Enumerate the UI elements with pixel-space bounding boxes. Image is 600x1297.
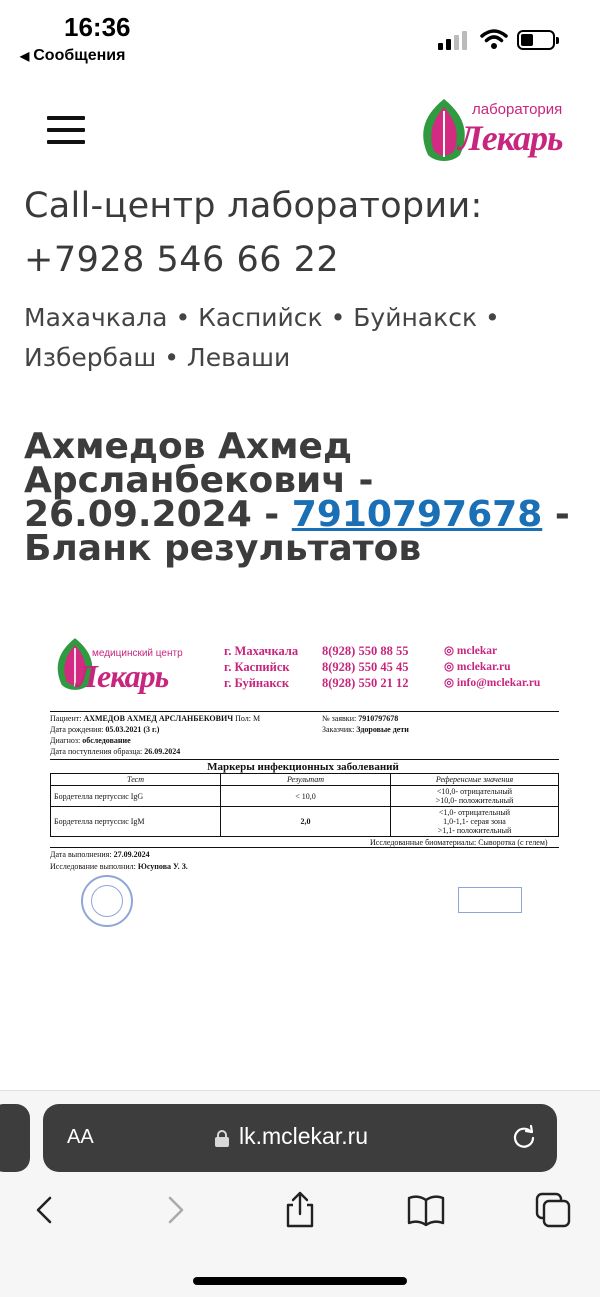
cellular-signal-icon bbox=[438, 30, 470, 50]
reload-icon[interactable] bbox=[511, 1124, 537, 1150]
lock-icon bbox=[215, 1130, 229, 1146]
wifi-icon bbox=[480, 28, 508, 50]
address-bar[interactable] bbox=[43, 1104, 557, 1172]
doc-patient-line: Пациент: АХМЕДОВ АХМЕД АРСЛАНБЕКОВИЧ Пол: М bbox=[50, 714, 261, 723]
test-result: 2,0 bbox=[221, 807, 391, 837]
doc-biomaterial: Исследованные биоматериалы: Сыворотка (с гелем) bbox=[370, 838, 548, 847]
patient-name-date: Ахмедов Ахмед Арсланбекович - 26.09.2024 - bbox=[24, 426, 374, 535]
logo-title: Лекарь bbox=[458, 118, 563, 158]
forward-icon[interactable] bbox=[155, 1190, 195, 1230]
status-time: 16:36 bbox=[64, 12, 131, 42]
column-header: Тест bbox=[51, 774, 221, 786]
share-icon[interactable] bbox=[280, 1190, 320, 1230]
back-label: Сообщения bbox=[33, 47, 126, 64]
round-stamp-icon bbox=[81, 875, 133, 927]
test-name: Бордетелла пертуссис IgG bbox=[51, 786, 221, 807]
doc-results-table bbox=[50, 773, 559, 837]
call-center-phone[interactable]: +7928 546 66 22 bbox=[24, 240, 340, 280]
doc-received-line: Дата поступления образца: 26.09.2024 bbox=[50, 747, 181, 756]
table-row bbox=[51, 807, 559, 837]
call-center-title: Call-центр лаборатории: bbox=[24, 186, 483, 226]
hamburger-icon[interactable] bbox=[47, 116, 85, 144]
result-document[interactable] bbox=[48, 625, 560, 925]
doc-social: ◎ info@mclekar.ru bbox=[444, 677, 541, 689]
rectangular-stamp-icon bbox=[458, 887, 522, 913]
doc-city: г. Каспийск bbox=[224, 660, 290, 674]
doc-city: г. Махачкала bbox=[224, 644, 299, 658]
back-triangle-icon: ◀ bbox=[20, 49, 30, 63]
doc-social: ◎ mclekar bbox=[444, 645, 498, 657]
back-to-messages-button[interactable] bbox=[20, 47, 125, 65]
doc-divider bbox=[50, 759, 559, 760]
doc-performer: Исследование выполнил: Юсупова У. З. bbox=[50, 862, 188, 871]
document-logo bbox=[50, 630, 210, 694]
doc-divider bbox=[50, 847, 559, 848]
doc-customer-line: Заказчик: Здоровые дети bbox=[322, 725, 409, 734]
doc-social: ◎ mclekar.ru bbox=[444, 661, 511, 673]
doc-diagnosis-line: Диагноз: обследование bbox=[50, 736, 131, 745]
doc-table-title: Маркеры инфекционных заболеваний bbox=[207, 761, 399, 773]
doc-birth-line: Дата рождения: 05.03.2021 (3 г.) bbox=[50, 725, 160, 734]
test-reference: <1,0- отрицательный 1,0-1,1- серая зона >1,1- положительный bbox=[391, 807, 559, 837]
test-result: < 10,0 bbox=[221, 786, 391, 807]
result-heading bbox=[24, 426, 584, 569]
lekar-logo[interactable] bbox=[414, 95, 579, 165]
previous-tab-preview[interactable] bbox=[0, 1104, 30, 1172]
doc-phone: 8(928) 550 45 45 bbox=[322, 660, 409, 674]
doc-order-line: № заявки: 7910797678 bbox=[322, 714, 399, 723]
tabs-icon[interactable] bbox=[533, 1190, 573, 1230]
city-list: Махачкала • Каспийск • Буйнакск • Избербаш • Леваши bbox=[24, 303, 500, 372]
doc-phone: 8(928) 550 88 55 bbox=[322, 644, 409, 658]
doc-divider bbox=[50, 711, 559, 712]
battery-icon bbox=[517, 30, 555, 50]
logo-subtitle: лаборатория bbox=[472, 101, 563, 118]
doc-done-date: Дата выполнения: 27.09.2024 bbox=[50, 850, 150, 859]
table-row bbox=[51, 786, 559, 807]
column-header: Референсные значения bbox=[391, 774, 559, 786]
home-indicator[interactable] bbox=[193, 1277, 407, 1285]
bookmarks-icon[interactable] bbox=[406, 1190, 446, 1230]
test-name: Бордетелла пертуссис IgM bbox=[51, 807, 221, 837]
document-logo-title: Лекарь bbox=[76, 658, 169, 694]
column-header: Результат bbox=[221, 774, 391, 786]
order-number-link[interactable]: 7910797678 bbox=[291, 494, 543, 535]
text-size-label: AA bbox=[67, 1126, 94, 1148]
url-text[interactable]: lk.mclekar.ru bbox=[239, 1123, 369, 1149]
result-heading-suffix: - Бланк результатов bbox=[24, 494, 570, 569]
doc-city: г. Буйнакск bbox=[224, 676, 290, 690]
doc-phone: 8(928) 550 21 12 bbox=[322, 676, 409, 690]
test-reference: <10,0- отрицательный >10,0- положительный bbox=[391, 786, 559, 807]
text-size-button[interactable] bbox=[67, 1126, 94, 1149]
status-bar bbox=[0, 0, 600, 80]
document-logo-subtitle: медицинский центр bbox=[92, 648, 183, 659]
back-icon[interactable] bbox=[25, 1190, 65, 1230]
